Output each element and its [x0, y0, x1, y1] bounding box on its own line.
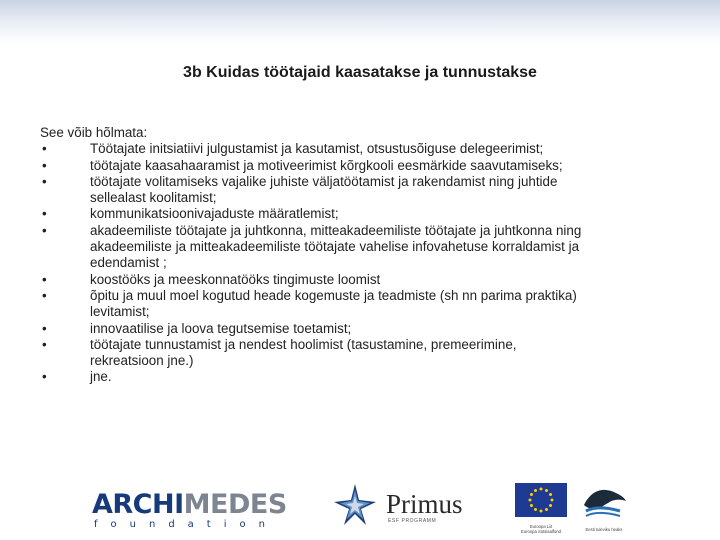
bullet-text-line: akadeemiliste ja mitteakadeemiliste töötajate vahelise infovahetuse korraldamist ja: [90, 239, 580, 255]
bullet-text-line: töötajate kaasahaaramist ja motiveerimist kõrgkooli eesmärkide saavutamiseks;: [90, 157, 563, 173]
bullet-list: [40, 141, 690, 385]
bullet-text-line: edendamist ;: [90, 255, 167, 271]
bullet-item: [40, 158, 690, 174]
archimedes-logo: [92, 489, 287, 530]
slide-body: [40, 125, 690, 386]
primus-wordmark: Primus: [386, 489, 463, 519]
bullet-text-line: rekreatsioon jne.): [90, 353, 194, 369]
bullet-text-line: kommunikatsioonivajaduste määratlemist;: [90, 206, 339, 222]
header-gradient-strip: [0, 0, 720, 44]
bullet-item: [40, 288, 690, 321]
bullet-item: [40, 337, 690, 370]
bullet-marker: •: [42, 141, 47, 157]
bullet-text-line: töötajate tunnustamist ja nendest hoolimist (tasustamine, premeerimine,: [90, 336, 517, 352]
bullet-text-line: Töötajate initsiatiivi julgustamist ja kasutamist, otsustusõiguse delegeerimist;: [90, 141, 544, 157]
eu-star: [540, 488, 543, 491]
bullet-text-line: õpitu ja muul moel kogutud heade kogemuste ja teadmiste (sh nn parima praktika): [90, 287, 577, 303]
logo-bar: [0, 478, 720, 540]
bullet-text-line: töötajate volitamiseks vajalike juhiste väljatöötamist ja rakendamist ning juhtide: [90, 173, 558, 189]
bullet-text-line: innovaatilise ja loova tegutsemise toetamist;: [90, 320, 352, 336]
eu-flag-icon: [515, 483, 567, 517]
bullet-item: [40, 206, 690, 222]
slide-title: 3b Kuidas töötajaid kaasatakse ja tunnustakse: [183, 64, 537, 81]
eu-star: [545, 508, 548, 511]
eu-star: [529, 499, 532, 502]
eu-star: [549, 493, 552, 496]
bullet-text-line: jne.: [90, 369, 112, 385]
eu-star: [549, 504, 552, 507]
eu-caption-1: Euroopa Liit: [529, 524, 553, 529]
eu-star: [540, 510, 543, 513]
bullet-marker: •: [42, 336, 47, 352]
estonia-logo: [580, 483, 628, 532]
eu-star: [534, 489, 537, 492]
bullet-text-line: koostööks ja meeskonnatööks tingimuste loomist: [90, 271, 381, 287]
bullet-marker: •: [42, 173, 47, 189]
eu-star: [551, 499, 554, 502]
bullet-text-line: akadeemiliste töötajate ja juhtkonna, mitteakadeemiliste töötajate ja juhtkonna ning: [90, 222, 582, 238]
eu-star: [530, 493, 533, 496]
bullet-marker: •: [42, 320, 47, 336]
archimedes-word-blue: ARCHI: [92, 489, 184, 520]
primus-star-icon: [332, 482, 378, 526]
estonia-caption: Eesti tuleviku heaks: [585, 527, 623, 532]
eu-star: [530, 504, 533, 507]
eu-star: [534, 508, 537, 511]
bullet-item: [40, 141, 690, 157]
bullet-marker: •: [42, 271, 47, 287]
eu-caption-2: Euroopa Sotsiaalfond: [520, 529, 562, 534]
eu-star: [545, 489, 548, 492]
estonia-swallow-icon: [580, 483, 628, 519]
intro-text: See võib hõlmata:: [40, 125, 148, 140]
archimedes-word-grey: MEDES: [183, 489, 287, 520]
archimedes-subtitle: foundation: [94, 519, 278, 530]
primus-logo: [332, 480, 472, 530]
bullet-text-line: levitamist;: [90, 304, 150, 320]
bullet-marker: •: [42, 287, 47, 303]
bullet-item: [40, 272, 690, 288]
bullet-item: [40, 369, 690, 385]
bullet-item: [40, 321, 690, 337]
eu-logo: [515, 483, 567, 534]
bullet-item: [40, 223, 690, 272]
bullet-marker: •: [42, 369, 47, 385]
bullet-text-line: sellealast koolitamist;: [90, 190, 217, 206]
primus-subtitle: ESF PROGRAMM: [388, 518, 437, 524]
bullet-marker: •: [42, 222, 47, 238]
bullet-item: [40, 174, 690, 207]
bullet-marker: •: [42, 157, 47, 173]
bullet-marker: •: [42, 206, 47, 222]
